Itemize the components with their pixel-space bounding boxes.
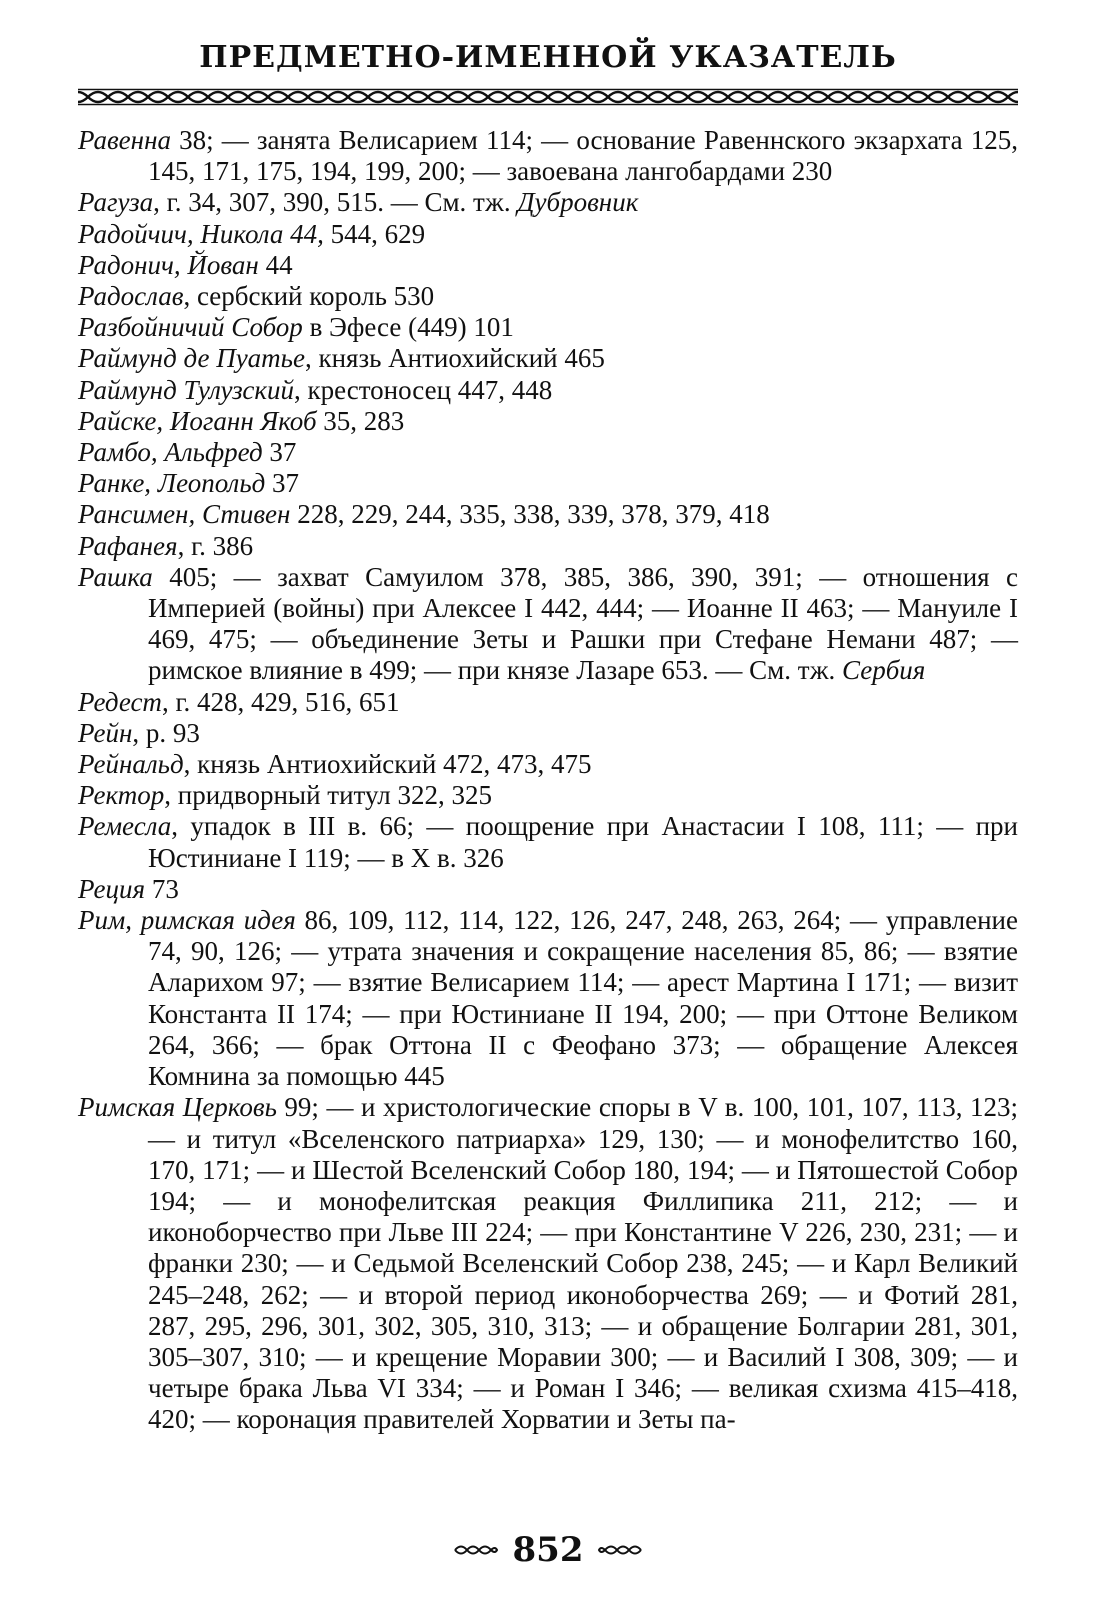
entry-term: Реция bbox=[78, 873, 146, 904]
entry-text: , придворный титул 322, 325 bbox=[164, 780, 492, 811]
entry-text: 86, 109, 112, 114, 122, 126, 247, 248, 263, 264; — управление 74, 90, 126; — утрата значения и сокращение населения 85, 86; — взятие Аларихом 97; — взятие Велисарием 114; — арест Мартина I 171; — визит Константа II 174; — при Юстиниане II 194, 200; — при Оттоне Великом 264, 366; — брак Оттона II с Феофано 373; — обращение Алексея Комнина за помощью 445 bbox=[148, 905, 1018, 1092]
index-entry bbox=[78, 905, 1018, 1092]
entry-term: Рейн bbox=[78, 717, 133, 748]
page-footer bbox=[0, 1530, 1096, 1570]
entry-text: , князь Антиохийский 472, 473, 475 bbox=[183, 749, 592, 780]
entry-term: Рансимен, Стивен bbox=[78, 499, 291, 530]
entry-text: , г. 34, 307, 390, 515. — См. тж. bbox=[153, 187, 518, 218]
entry-term: Рафанея bbox=[78, 530, 178, 561]
entry-text: 405; — захват Самуилом 378, 385, 386, 390, 391; — отношения с Империей (войны) при Алексее I 442, 444; — Иоанне II 463; — Мануиле I 469, 475; — объединение Зеты и Рашки при Стефане Немани 487; — римское влияние в 499; — при князе Лазаре 653. — См. тж. bbox=[148, 561, 1018, 686]
entry-cross-reference: Сербия bbox=[842, 655, 926, 686]
header-ornament bbox=[78, 88, 1018, 106]
index-entry bbox=[78, 187, 1018, 218]
entry-term: Радонич, Йован bbox=[78, 249, 259, 280]
index-entry bbox=[78, 531, 1018, 562]
entry-text: , г. 386 bbox=[177, 530, 254, 561]
entry-text: , крестоносец 447, 448 bbox=[293, 374, 553, 405]
entry-text: 37 bbox=[262, 437, 297, 468]
footer-ornament-right-icon bbox=[597, 1542, 643, 1558]
entry-text: 35, 283 bbox=[316, 405, 405, 436]
entry-term: Рамбо, Альфред bbox=[78, 437, 263, 468]
entry-text: , г. 428, 429, 516, 651 bbox=[161, 686, 400, 717]
page-number: 852 bbox=[512, 1530, 584, 1570]
entry-text: , р. 93 bbox=[132, 717, 200, 748]
entry-term: Разбойничий Собор bbox=[78, 312, 303, 343]
index-entry bbox=[78, 125, 1018, 187]
entry-text: 37 bbox=[265, 468, 300, 499]
index-entry bbox=[78, 343, 1018, 374]
entry-term: Рим, римская идея bbox=[78, 905, 296, 936]
index-entry bbox=[78, 811, 1018, 873]
entry-term: Рагуза bbox=[78, 187, 154, 218]
index-entry bbox=[78, 1092, 1018, 1435]
index-entry bbox=[78, 718, 1018, 749]
index-entries bbox=[78, 125, 1018, 1436]
entry-term: Райске, Иоганн Якоб bbox=[78, 405, 317, 436]
entry-text: , упадок в III в. 66; — поощрение при Анастасии I 108, 111; — при Юстиниане I 119; — в X в. 326 bbox=[148, 811, 1018, 873]
index-entry bbox=[78, 250, 1018, 281]
index-entry bbox=[78, 780, 1018, 811]
entry-text: 99; — и христологические споры в V в. 100, 101, 107, 113, 123; — и титул «Вселенского патриарха» 129, 130; — и монофелитство 160, 170, 171; — и Шестой Вселенский Собор 180, 194; — и Пятошестой Собор 194; — и монофелитская реакция Филлипика 211, 212; — и иконоборчество при Льве III 224; — при Константине V 226, 230, 231; — и франки 230; — и Седьмой Вселенский Собор 238, 245; — и Карл Великий 245–248, 262; — и второй период иконоборчества 269; — и Фотий 281, 287, 295, 296, 301, 302, 305, 310, 313; — и обращение Болгарии 281, 301, 305–307, 310; — и крещение Моравии 300; — и Василий I 308, 309; — и четыре брака Льва VI 334; — и Роман I 346; — великая схизма 415–418, 420; — коронация правителей Хорватии и Зеты па- bbox=[148, 1092, 1018, 1435]
entry-text: 228, 229, 244, 335, 338, 339, 378, 379, 418 bbox=[290, 499, 770, 530]
entry-term: Раймунд Тулузский bbox=[78, 374, 294, 405]
entry-text: в Эфесе (449) 101 bbox=[302, 312, 514, 343]
entry-text: 38; — занята Велисарием 114; — основание Равеннского экзархата 125, 145, 171, 175, 194, 199, 200; — завоевана лангобардами 230 bbox=[148, 125, 1018, 187]
entry-term: Рейнальд bbox=[78, 749, 184, 780]
entry-term: Ректор bbox=[78, 780, 165, 811]
entry-term: Римская Церковь bbox=[78, 1092, 277, 1123]
entry-text: , сербский король 530 bbox=[183, 281, 435, 312]
entry-term: Редест bbox=[78, 686, 162, 717]
running-header: ПРЕДМЕТНО-ИМЕННОЙ УКАЗАТЕЛЬ bbox=[199, 40, 897, 75]
footer-ornament-left-icon bbox=[453, 1542, 499, 1558]
index-entry bbox=[78, 468, 1018, 499]
index-entry bbox=[78, 281, 1018, 312]
entry-text: 544, 629 bbox=[323, 218, 426, 249]
index-entry bbox=[78, 874, 1018, 905]
entry-term: Равенна bbox=[78, 125, 171, 155]
entry-term: Раймунд де Пуатье bbox=[78, 343, 305, 374]
entry-term: Радойчич, Никола 44, bbox=[78, 218, 324, 249]
index-entry bbox=[78, 687, 1018, 718]
entry-term: Ремесла bbox=[78, 811, 172, 842]
entry-text: 44 bbox=[258, 249, 293, 280]
entry-term: Рашка bbox=[78, 561, 153, 592]
index-entry bbox=[78, 499, 1018, 530]
entry-text: , князь Антиохийский 465 bbox=[304, 343, 605, 374]
entry-cross-reference: Дубровник bbox=[517, 187, 639, 218]
entry-term: Ранке, Леопольд bbox=[78, 468, 266, 499]
index-entry bbox=[78, 562, 1018, 687]
index-entry bbox=[78, 749, 1018, 780]
entry-term: Радослав bbox=[78, 281, 184, 312]
index-entry bbox=[78, 437, 1018, 468]
entry-text: 73 bbox=[145, 873, 179, 904]
index-entry bbox=[78, 219, 1018, 250]
index-entry bbox=[78, 406, 1018, 437]
index-entry bbox=[78, 312, 1018, 343]
index-entry bbox=[78, 375, 1018, 406]
